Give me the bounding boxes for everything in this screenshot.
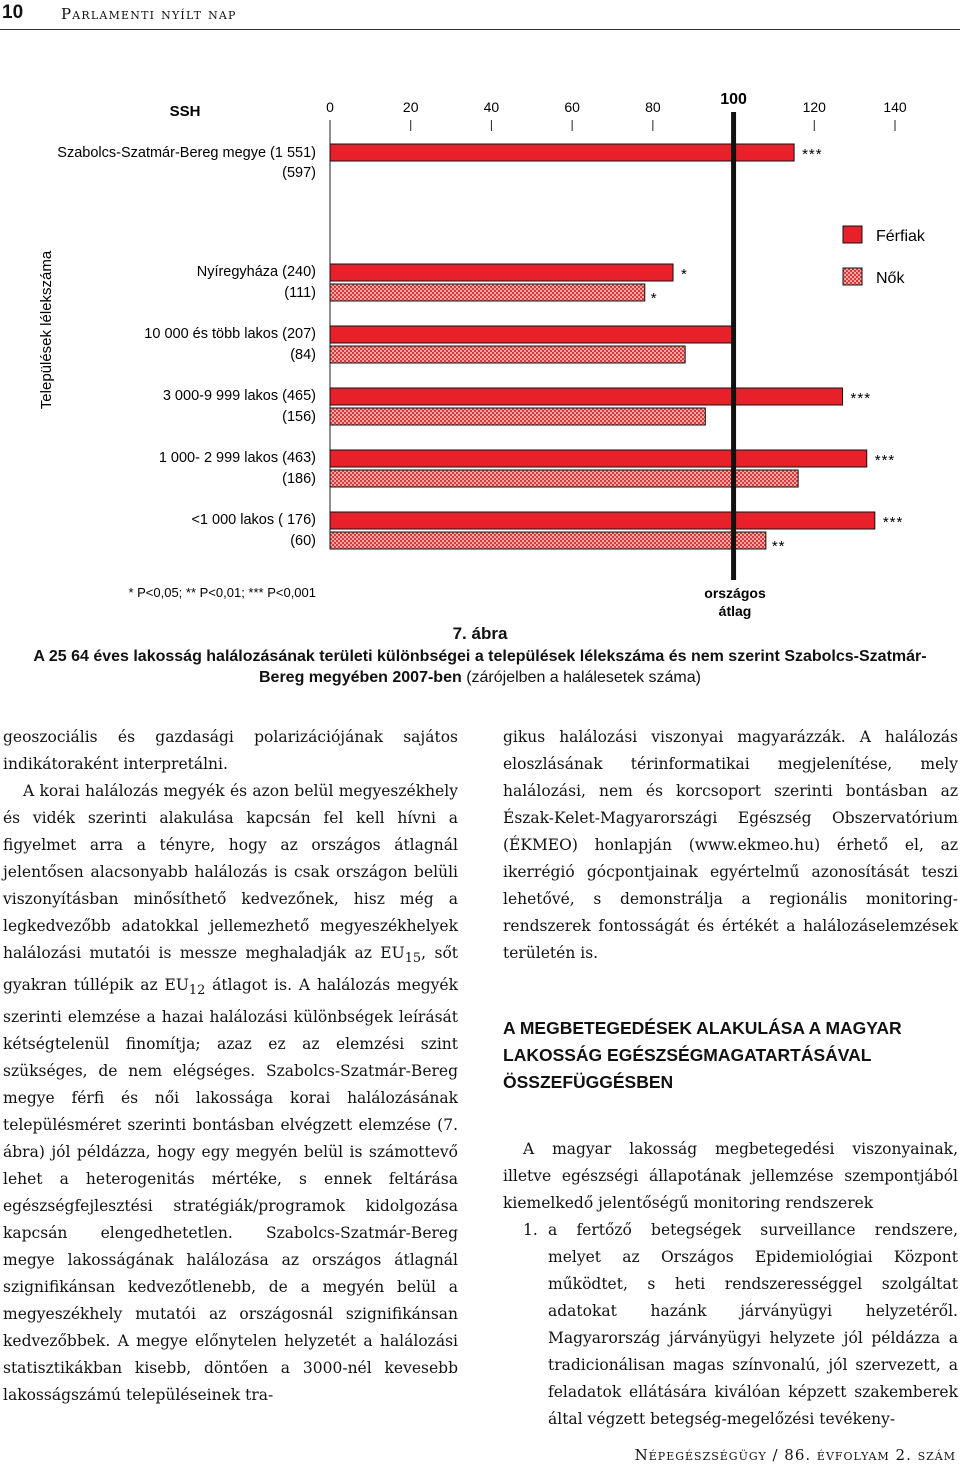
bar-nok: [330, 284, 645, 301]
bar-nok: [330, 408, 705, 425]
subscript: 15: [404, 951, 422, 967]
significance-label-nok: *: [650, 290, 658, 307]
category-sublabel: (111): [284, 285, 316, 301]
paragraph-text: A korai halálozás megyék és azon belül megyeszékhely és vidék szerinti alakulása kapcsán fel kell hívni a figyelmet arra a tényre, hogy az országos átlagnál jelentősen alacsonyabb halálozás is csak országon belüli viszonyításban minősíthető kedvezőnek, hisz még a legkedvezőbb adatokkal jellemezhető megyeszékhelyek halálozási mutatói is messze meghaladják az EU: [3, 782, 458, 962]
category-labels: [57, 145, 316, 549]
y-axis-label: Települések lélekszáma: [38, 250, 55, 410]
numbered-list: [503, 1217, 958, 1433]
category-label: 3 000-9 999 lakos (465): [162, 388, 316, 404]
section-title: A MEGBETEGEDÉSEK ALAKULÁSA A MAGYAR LAKOSSÁG EGÉSZSÉGMAGATARTÁSÁVAL ÖSSZEFÜGGÉSBEN: [503, 1018, 902, 1092]
significance-label-ferfiak: ***: [802, 146, 823, 163]
reference-line-label: átlag: [718, 603, 752, 619]
significance-label-ferfiak: ***: [882, 514, 904, 531]
legend-label-ferfiak: Férfiak: [876, 228, 925, 245]
category-label: 1 000- 2 999 lakos (463): [158, 450, 316, 466]
x-axis-ticks: [326, 91, 907, 131]
bar-ferfiak: [330, 144, 794, 161]
paragraph: geoszociális és gazdasági polarizációjának sajátos indikátoraként interpretálni.: [3, 728, 458, 773]
page-header: [0, 0, 960, 26]
page-number: 10: [2, 2, 24, 23]
list-item: [523, 1217, 958, 1433]
significance-label-nok: **: [771, 538, 786, 555]
chart-title: SSH: [169, 103, 201, 120]
bar-ferfiak: [330, 326, 734, 343]
right-column: [503, 724, 958, 1433]
significance-labels: [651, 146, 904, 555]
figure-caption-block: [0, 624, 960, 688]
category-label: Nyíregyháza (240): [196, 264, 316, 280]
x-tick-label: 140: [883, 99, 907, 115]
figure-caption: [0, 646, 960, 688]
x-tick-label: 60: [564, 99, 580, 115]
list-text: a fertőző betegségek surveillance rendszere, melyet az Országos Epidemiológiai Központ működtet, s heti rendszerességgel szolgáltat adatokat hazánk járványügyi helyzetéről. Magyarország járványügyi helyzete jól példázza a tradicionálisan magas színvonalú, jól szervezett, a feladatok ellátására kiválóan képzett szakemberek által végzett betegség-megelőzési tevékeny-: [548, 1221, 958, 1428]
paragraph: [3, 778, 458, 1409]
paragraph: A magyar lakosság megbetegedési viszonyainak, illetve egészségi állapotának jellemzése szempontjából kiemelkedő jelentőségű monitoring rendszerek: [503, 1140, 958, 1212]
legend-swatch-ferfiak: [843, 226, 862, 243]
x-tick-label: 80: [645, 99, 661, 115]
bar-chart: [0, 40, 960, 620]
page-footer: Népegészségügy / 86. évfolyam 2. szám: [634, 1446, 956, 1464]
x-tick-label: 0: [326, 99, 334, 115]
significance-label-ferfiak: ***: [874, 452, 896, 469]
bar-nok: [330, 532, 766, 549]
paragraph: gikus halálozási viszonyai magyarázzák. A halálozás eloszlásának térinformatikai megjelenítése, mely halálozási, nem és korcsoport szerinti bontásban az Észak-Kelet-Magyarországi Egészség Obszervatórium (ÉKMEO) honlapján (www.ekmeo.hu) érhető el, az ikerrégió gócpontjainak egyértelmű azonosítását teszi lehetővé, s demonstrálja a regionális monitoring-rendszerek fontosságát és értékét a halálozáselemzések területén is.: [503, 728, 958, 962]
x-tick-label: 20: [402, 99, 419, 115]
bars: [330, 144, 875, 549]
bar-ferfiak: [330, 512, 875, 529]
legend-label-nok: Nők: [876, 270, 905, 287]
legend: [843, 226, 926, 287]
bar-nok: [330, 470, 798, 487]
category-sublabel: (597): [282, 165, 316, 181]
category-sublabel: (186): [282, 471, 316, 487]
paragraph-text: , sőt gyakran túllépik az EU: [3, 944, 458, 995]
bar-nok: [330, 346, 685, 363]
left-column: [3, 724, 458, 1409]
bar-ferfiak: [330, 388, 843, 405]
significance-note: * P<0,05; ** P<0,01; *** P<0,001: [128, 585, 316, 600]
category-label: <1 000 lakos ( 176): [191, 512, 316, 528]
x-tick-label: 40: [483, 99, 500, 115]
category-label: Szabolcs-Szatmár-Bereg megye (1 551): [57, 145, 316, 161]
category-label: 10 000 és több lakos (207): [144, 326, 316, 342]
bar-ferfiak: [330, 264, 673, 281]
x-tick-label: 120: [802, 99, 826, 115]
subscript: 12: [188, 983, 206, 999]
reference-line-label: országos: [704, 585, 766, 601]
category-sublabel: (60): [290, 533, 316, 549]
bar-ferfiak: [330, 450, 867, 467]
significance-label-ferfiak: *: [681, 266, 688, 283]
x-tick-label: 100: [720, 91, 747, 108]
paragraph-text: átlagot is. A halálozás megyék szerinti elemzése a hazai halálozási különbségek leírását kétségtelenül finomítja; azaz ez az elemzési szint szükséges, de nem elégséges. Szabolcs-Szatmár-Bereg megye férfi és női lakossága korai halálozásának településméret szerinti bontásban elvégzett elemzése (7. ábra) jól példázza, hogy egy megyén belül is számottevő lehet a heterogenitás mértéke, s ennek feltárása egészségfejlesztési stratégiák/programok kidolgozása kapcsán elengedhetetlen. Szabolcs-Szatmár-Bereg megye lakosságának halálozása az országos átlagnál szignifikánsan kedvezőtlenebb, de a megyén belül a megyeszékhely mutatói az országosnál szignifikánsan kedvezőbbek. A megye előnytelen helyzetét a halálozási statisztikákban kisebb, döntően a 3000-nél kevesebb lakosságszámú településeinek tra-: [3, 976, 458, 1405]
figure-caption-bold: A 25 64 éves lakosság halálozásának területi különbségei a települések lélekszáma és nem szerint Szabolcs-Szatmár-Bereg megyében 2007-ben: [33, 648, 927, 686]
category-sublabel: (156): [282, 409, 316, 425]
figure-number: 7. ábra: [452, 624, 508, 643]
category-sublabel: (84): [290, 347, 316, 363]
figure-caption-light: (zárójelben a halálesetek száma): [461, 669, 701, 686]
running-head: Parlamenti nyílt nap: [61, 5, 237, 23]
header-rule: [0, 29, 960, 30]
list-number: 1.: [523, 1221, 538, 1239]
legend-swatch-nok: [843, 268, 862, 285]
significance-label-ferfiak: ***: [850, 390, 872, 407]
